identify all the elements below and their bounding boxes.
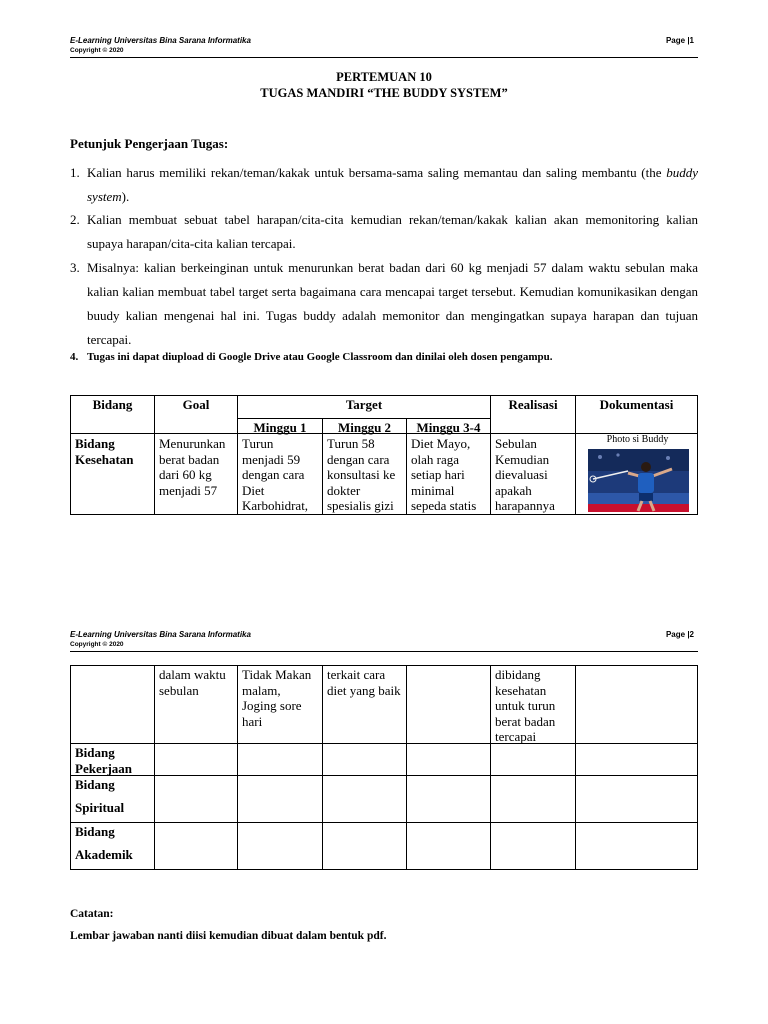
copyright-text: Copyright © 2020 <box>70 641 124 648</box>
table-border <box>70 775 697 776</box>
cell-minggu-1: Turun menjadi 59 dengan cara Diet Karbohidrat, <box>242 436 309 513</box>
row-label-line: Bidang <box>75 777 115 792</box>
notes-label: Catatan: <box>70 908 114 920</box>
table-border <box>70 822 697 823</box>
row-label-line: Akademik <box>75 846 133 862</box>
photo-light <box>616 453 619 456</box>
row-label-kesehatan: Bidang Kesehatan <box>75 436 134 467</box>
cell-goal-cont: dalam waktu sebulan <box>159 667 226 698</box>
list-text-part: ). <box>121 189 130 204</box>
header-target: Target <box>345 397 383 412</box>
photo-shorts <box>639 493 653 501</box>
list-text: Misalnya: kalian berkeinginan untuk menurunkan berat badan dari 60 kg menjadi 57 dalam waktu sebulan maka kalian kalian membuat tabel target serta bagaimana cara mencapai target tersebut. Kemudian komunikasikan dengan buudy kalian mengenai hal ini. Tugas buddy adalah memonitor dan mengingatkan supaya harapan dan tujuan tercapai. <box>87 260 698 347</box>
photo-light <box>666 456 670 460</box>
photo-light <box>598 455 602 459</box>
cell-minggu-1-cont: Tidak Makan malam, Joging sore hari <box>242 667 312 729</box>
row-label-line: Bidang <box>75 824 115 839</box>
row-label-spiritual <box>71 776 154 822</box>
table-border <box>406 665 407 870</box>
photo-stands <box>588 449 689 471</box>
row-label-akademik <box>71 823 154 869</box>
table-border <box>697 395 698 515</box>
table-border <box>697 665 698 870</box>
list-number: 3. <box>70 260 80 275</box>
list-text <box>87 161 698 209</box>
header-bidang: Bidang <box>92 397 133 412</box>
list-text-italic: buddy system <box>87 165 698 204</box>
list-item <box>70 256 698 352</box>
page-number: Page |2 <box>665 630 694 639</box>
header-goal: Goal <box>182 397 210 412</box>
document-title: PERTEMUAN 10 <box>336 70 432 84</box>
cell-minggu-3-4: Diet Mayo, olah raga setiap hari minimal sepeda statis <box>411 436 477 513</box>
institution-name: E-Learning Universitas Bina Sarana Informatika <box>70 630 251 639</box>
table-border <box>575 665 576 870</box>
row-label-line: Spiritual <box>75 799 125 815</box>
photo-shirt <box>638 473 654 493</box>
list-text-part: Kalian harus memiliki rekan/teman/kakak untuk bersama-sama saling memantau dan saling membantu (the <box>87 165 667 180</box>
cell-realisasi: Sebulan Kemudian dievaluasi apakah harapannya <box>495 436 555 513</box>
header-dokumentasi: Dokumentasi <box>599 397 674 412</box>
list-text: Kalian membuat sebuat tabel harapan/cita-cita kemudian rekan/teman/kakak kalian akan memonitoring kalian supaya harapan/cita-cita kalian tercapai. <box>87 212 698 251</box>
instructions-heading: Petunjuk Pengerjaan Tugas: <box>70 136 229 151</box>
list-number: 2. <box>70 212 80 227</box>
copyright-text: Copyright © 2020 <box>70 47 124 54</box>
document-subtitle: TUGAS MANDIRI “THE BUDDY SYSTEM” <box>260 86 508 100</box>
page-number: Page |1 <box>665 36 694 45</box>
row-label-pekerjaan: Bidang Pekerjaan <box>75 745 133 775</box>
header-realisasi: Realisasi <box>508 397 558 412</box>
photo-caption: Photo si Buddy <box>606 434 669 445</box>
list-number: 4. <box>70 351 79 363</box>
table-border <box>70 869 697 870</box>
cell-minggu-2-cont: terkait cara diet yang baik <box>327 667 401 698</box>
cell-goal: Menurunkan berat badan dari 60 kg menjadi 57 <box>159 436 226 498</box>
table-border <box>70 743 697 744</box>
table-border <box>70 514 697 515</box>
list-item <box>70 161 698 209</box>
header-minggu-2: Minggu 2 <box>337 420 392 435</box>
list-text: Tugas ini dapat diupload di Google Drive atau Google Classroom dan dinilai oleh dosen pengampu. <box>87 351 553 363</box>
cell-realisasi-cont: dibidang kesehatan untuk turun berat badan tercapai <box>495 667 556 743</box>
buddy-photo <box>588 449 689 512</box>
cell-minggu-2: Turun 58 dengan cara konsultasi ke dokter spesialis gizi <box>327 436 396 513</box>
header-minggu-1: Minggu 1 <box>253 420 307 435</box>
page-header <box>70 36 698 58</box>
institution-name: E-Learning Universitas Bina Sarana Informatika <box>70 36 251 45</box>
list-item <box>70 208 698 256</box>
header-minggu-3-4: Minggu 3-4 <box>416 420 481 435</box>
list-item <box>70 351 698 363</box>
photo-head <box>641 462 651 472</box>
notes-text: Lembar jawaban nanti diisi kemudian dibuat dalam bentuk pdf. <box>70 930 387 942</box>
page-header <box>70 630 698 652</box>
list-number: 1. <box>70 165 80 180</box>
